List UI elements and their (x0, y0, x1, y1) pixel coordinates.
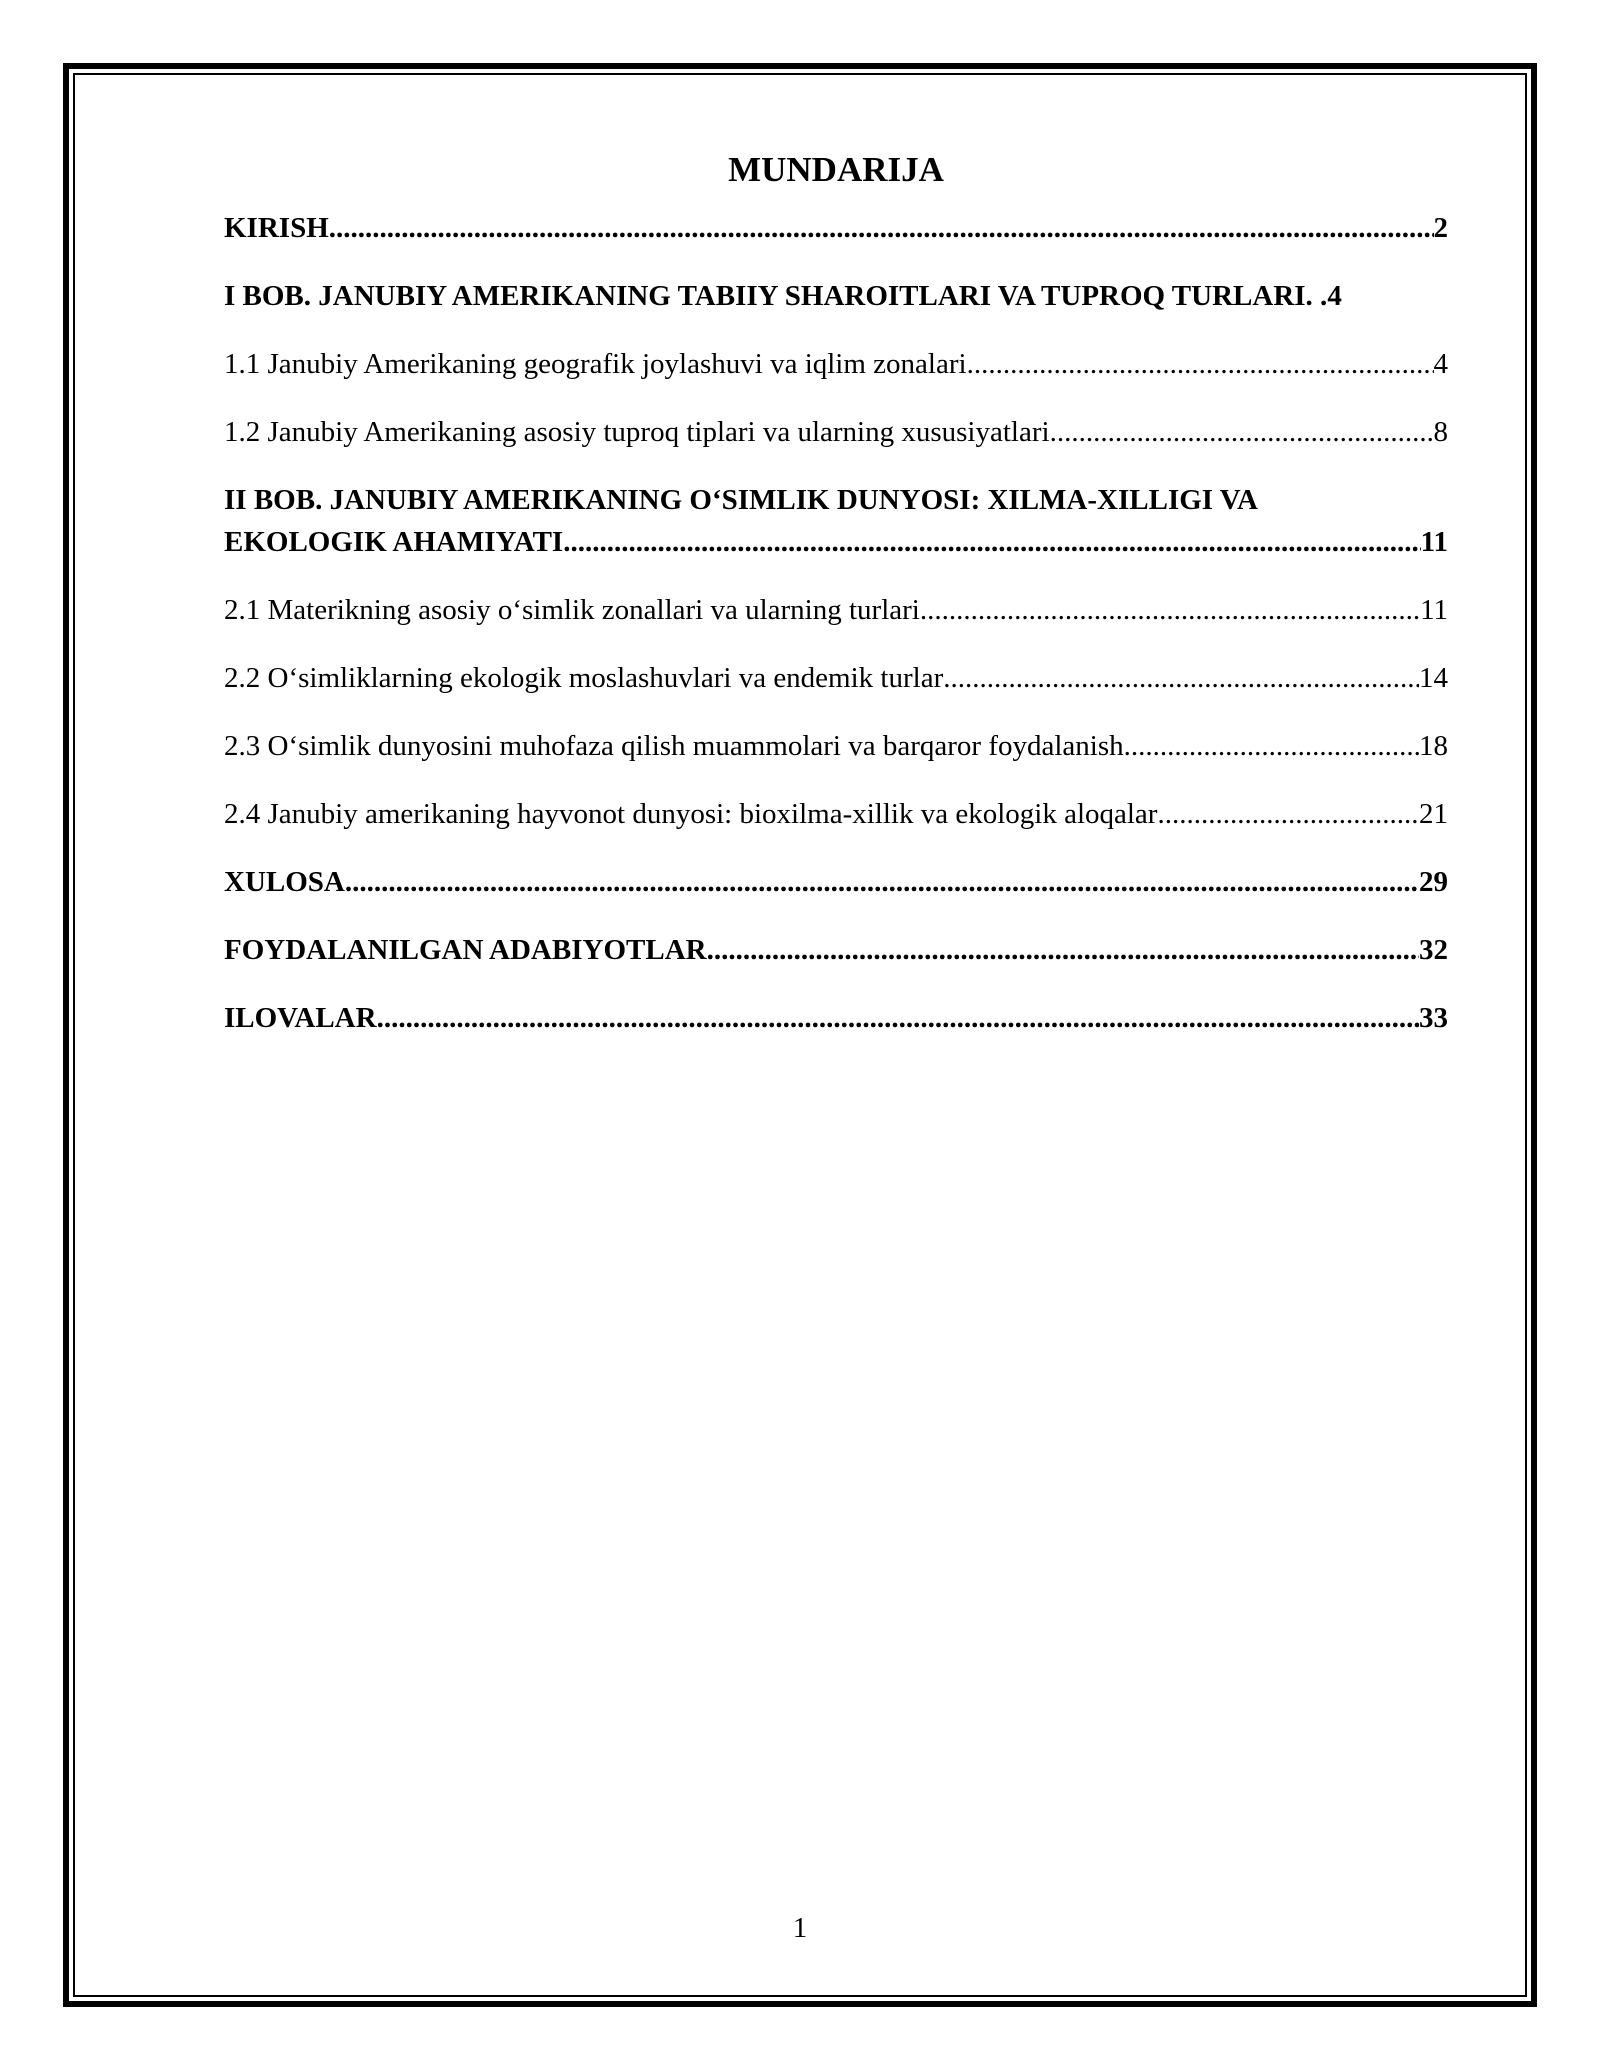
toc-entry-page: 11 (1420, 526, 1448, 558)
toc-entry-text: 2.2 O‘simliklarning ekologik moslashuvlari va endemik turlar (224, 662, 944, 694)
table-of-contents (224, 145, 1448, 1065)
toc-entry-text-line-1: II BOB. JANUBIY AMERIKANING O‘SIMLIK DUNYOSI: XILMA-XILLIGI VA (224, 484, 1258, 516)
toc-title: MUNDARIJA (728, 150, 944, 189)
toc-entry-text-line-2: EKOLOGIK AHAMIYATI (224, 526, 564, 558)
toc-entry-adabiyotlar[interactable] (224, 929, 1448, 971)
toc-entry-page: 14 (1419, 662, 1448, 694)
toc-entry-section-2-1[interactable] (224, 589, 1448, 631)
toc-entry-section-1-2[interactable] (224, 411, 1448, 453)
dot-leader (1050, 411, 1434, 453)
toc-entry-page: 33 (1419, 1002, 1448, 1034)
toc-entry-text: FOYDALANILGAN ADABIYOTLAR (224, 934, 707, 966)
toc-entry-page: 4 (1433, 348, 1448, 380)
toc-entry-page: 29 (1419, 866, 1448, 898)
toc-entry-text: 1.1 Janubiy Amerikaning geografik joylashuvi va iqlim zonalari (224, 348, 967, 380)
toc-entry-text: KIRISH (224, 212, 329, 244)
toc-entry-kirish[interactable] (224, 207, 1448, 249)
toc-entry-text: XULOSA (224, 866, 345, 898)
toc-entry-section-2-3[interactable] (224, 725, 1448, 767)
toc-entry-text: 1.2 Janubiy Amerikaning asosiy tuproq tiplari va ularning xususiyatlari (224, 416, 1050, 448)
toc-entry-chapter-1[interactable] (224, 275, 1448, 317)
dot-leader (967, 343, 1434, 385)
dot-leader (1124, 725, 1419, 767)
dot-leader (563, 521, 1420, 563)
toc-entry-page: 21 (1419, 798, 1448, 830)
toc-entry-line-2 (224, 521, 1448, 563)
toc-entry-page: 2 (1433, 212, 1448, 244)
toc-list (224, 207, 1448, 1039)
dot-leader (707, 929, 1419, 971)
toc-entry-text: ILOVALAR (224, 1002, 377, 1034)
toc-entry-text: 2.1 Materikning asosiy o‘simlik zonallari va ularning turlari (224, 594, 920, 626)
toc-entry-text: I BOB. JANUBIY AMERIKANING TABIIY SHAROITLARI VA TUPROQ TURLARI. . (224, 280, 1328, 312)
toc-entry-text: 2.4 Janubiy amerikaning hayvonot dunyosi: bioxilma-xillik va ekologik aloqalar (224, 798, 1158, 830)
dot-leader (920, 589, 1420, 631)
toc-entry-text (224, 479, 1448, 563)
dot-leader (329, 207, 1434, 249)
dot-leader (377, 997, 1419, 1039)
toc-entry-page: 18 (1419, 730, 1448, 762)
toc-entry-xulosa[interactable] (224, 861, 1448, 903)
dot-leader (1157, 793, 1419, 835)
toc-entry-chapter-2[interactable] (224, 479, 1448, 563)
toc-entry-page: 4 (1327, 280, 1342, 312)
toc-entry-page: 11 (1420, 594, 1448, 626)
dot-leader (345, 861, 1419, 903)
toc-entry-text: 2.3 O‘simlik dunyosini muhofaza qilish muammolari va barqaror foydalanish (224, 730, 1124, 762)
toc-entry-page: 32 (1419, 934, 1448, 966)
toc-entry-section-2-4[interactable] (224, 793, 1448, 835)
toc-entry-ilovalar[interactable] (224, 997, 1448, 1039)
toc-entry-section-1-1[interactable] (224, 343, 1448, 385)
toc-entry-page: 8 (1433, 416, 1448, 448)
page-number: 1 (792, 1912, 808, 1944)
dot-leader (943, 657, 1419, 699)
toc-entry-section-2-2[interactable] (224, 657, 1448, 699)
